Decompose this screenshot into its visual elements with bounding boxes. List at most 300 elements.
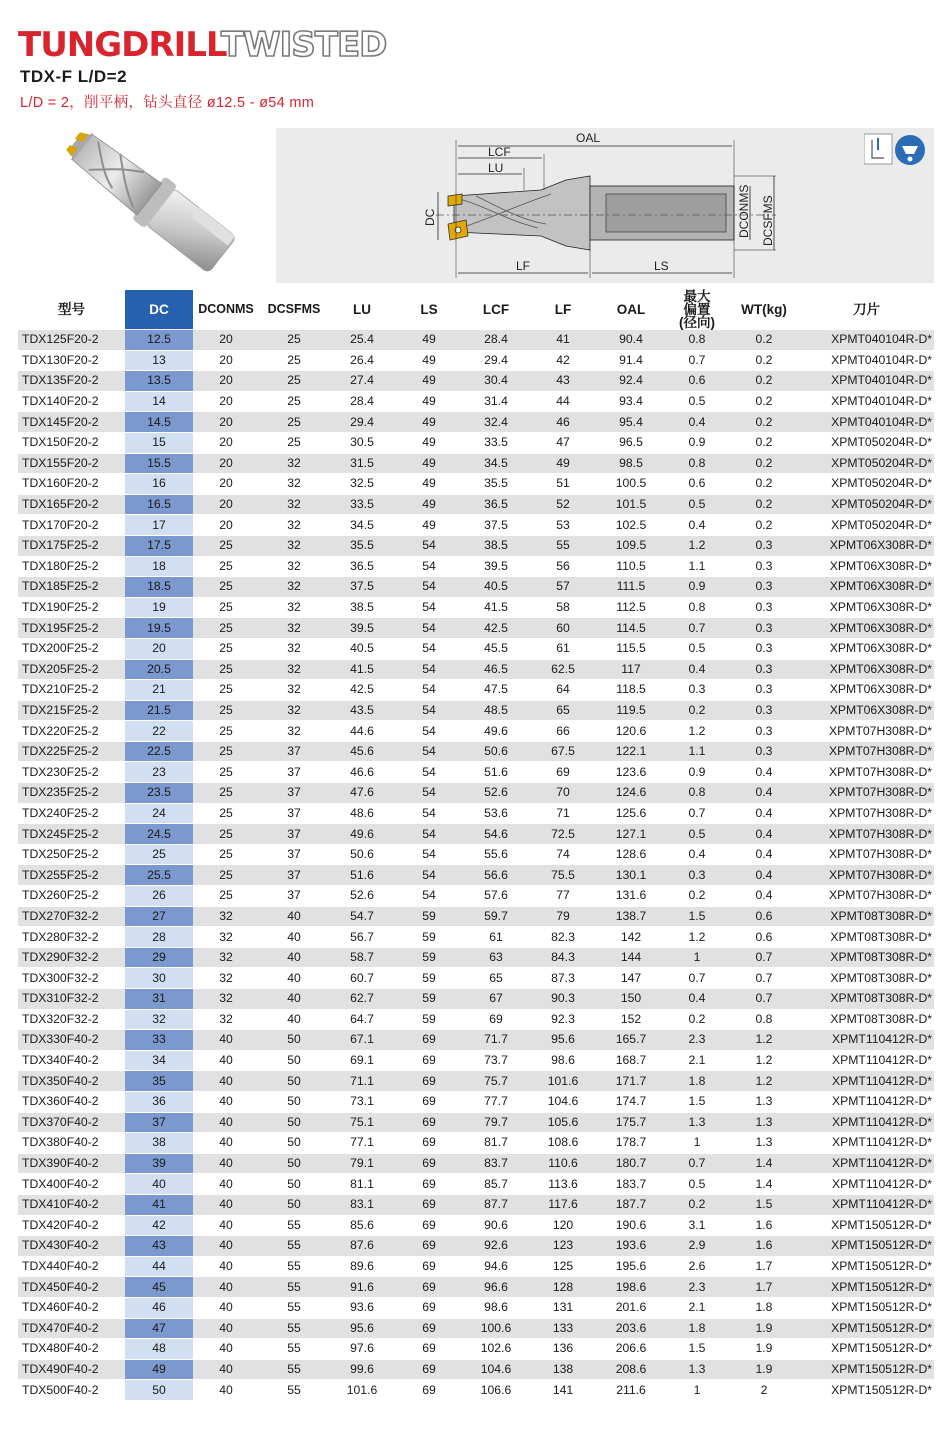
- col-lcf-cell: 98.6: [463, 1297, 529, 1318]
- col-insert-cell: XPMT06X308R-D*: [799, 680, 934, 701]
- col-max-offset-cell: 0.5: [665, 1174, 729, 1195]
- col-model-cell: TDX280F32-2: [18, 927, 125, 948]
- col-dconms-cell: 32: [193, 1009, 259, 1030]
- col-dconms-cell: 20: [193, 432, 259, 453]
- col-oal-cell: 95.4: [597, 412, 665, 433]
- col-dc-cell: 41: [125, 1194, 193, 1215]
- col-lu-cell: 73.1: [329, 1091, 395, 1112]
- col-dc-cell: 21.5: [125, 700, 193, 721]
- col-max-offset-cell: 0.9: [665, 432, 729, 453]
- col-lf-cell: 71: [529, 803, 597, 824]
- col-dconms-cell: 32: [193, 906, 259, 927]
- dim-oal-label: OAL: [576, 131, 601, 145]
- col-insert-cell: XPMT110412R-D*: [799, 1071, 934, 1092]
- col-dconms-cell: 25: [193, 886, 259, 907]
- col-lf-cell: 123: [529, 1236, 597, 1257]
- col-model-cell: TDX145F20-2: [18, 412, 125, 433]
- col-weight-header: [729, 290, 799, 330]
- col-lcf-cell: 83.7: [463, 1153, 529, 1174]
- col-oal-cell: 131.6: [597, 886, 665, 907]
- col-max-offset-cell: 2.1: [665, 1050, 729, 1071]
- col-oal-cell: 124.6: [597, 783, 665, 804]
- col-model-cell: TDX420F40-2: [18, 1215, 125, 1236]
- col-insert-cell: XPMT050204R-D*: [799, 432, 934, 453]
- table-row: [18, 659, 934, 680]
- col-lcf-cell: 73.7: [463, 1050, 529, 1071]
- table-row: [18, 494, 934, 515]
- col-ls-cell: 59: [395, 968, 463, 989]
- col-lu-cell: 51.6: [329, 865, 395, 886]
- col-weight-cell: 1.9: [729, 1359, 799, 1380]
- col-oal-cell: 168.7: [597, 1050, 665, 1071]
- col-model-cell: TDX135F20-2: [18, 371, 125, 392]
- col-lf-cell: 67.5: [529, 741, 597, 762]
- brand-logo-part1: TUNGDRILL: [18, 25, 221, 65]
- col-insert-cell: XPMT06X308R-D*: [799, 577, 934, 598]
- header-line: 型号: [58, 302, 85, 317]
- col-oal-cell: 203.6: [597, 1318, 665, 1339]
- col-max-offset-cell: 0.7: [665, 350, 729, 371]
- col-model-cell: TDX210F25-2: [18, 680, 125, 701]
- col-ls-cell: 54: [395, 886, 463, 907]
- col-dcsfms-cell: 55: [259, 1256, 329, 1277]
- col-lf-cell: 55: [529, 535, 597, 556]
- col-ls-cell: 54: [395, 577, 463, 598]
- col-dc-cell: 38: [125, 1133, 193, 1154]
- col-lf-cell: 117.6: [529, 1194, 597, 1215]
- col-lf-cell: 108.6: [529, 1133, 597, 1154]
- col-oal-cell: 152: [597, 1009, 665, 1030]
- col-dc-cell: 23: [125, 762, 193, 783]
- col-max-offset-cell: 0.8: [665, 330, 729, 351]
- col-lf-cell: 65: [529, 700, 597, 721]
- col-insert-cell: XPMT07H308R-D*: [799, 721, 934, 742]
- col-weight-cell: 0.4: [729, 844, 799, 865]
- col-dcsfms-cell: 50: [259, 1112, 329, 1133]
- col-ls-cell: 49: [395, 350, 463, 371]
- col-insert-cell: XPMT110412R-D*: [799, 1133, 934, 1154]
- col-max-offset-cell: 1.3: [665, 1359, 729, 1380]
- col-dconms-cell: 40: [193, 1359, 259, 1380]
- dim-ls-label: LS: [654, 259, 669, 273]
- col-insert-cell: XPMT08T308R-D*: [799, 1009, 934, 1030]
- col-oal-cell: 110.5: [597, 556, 665, 577]
- col-weight-cell: 0.6: [729, 906, 799, 927]
- col-oal-cell: 115.5: [597, 638, 665, 659]
- col-lu-cell: 77.1: [329, 1133, 395, 1154]
- col-max-offset-cell: 2.1: [665, 1297, 729, 1318]
- col-weight-cell: 1.3: [729, 1112, 799, 1133]
- col-lf-cell: 82.3: [529, 927, 597, 948]
- col-dconms-cell: 40: [193, 1071, 259, 1092]
- table-row: [18, 1318, 934, 1339]
- col-model-cell: TDX205F25-2: [18, 659, 125, 680]
- col-dcsfms-cell: 25: [259, 330, 329, 351]
- col-dcsfms-cell: 37: [259, 741, 329, 762]
- col-dcsfms-cell: 50: [259, 1133, 329, 1154]
- col-max-offset-cell: 1.2: [665, 927, 729, 948]
- col-weight-cell: 1.8: [729, 1297, 799, 1318]
- col-lf-cell: 105.6: [529, 1112, 597, 1133]
- col-dcsfms-cell: 50: [259, 1194, 329, 1215]
- col-lcf-cell: 50.6: [463, 741, 529, 762]
- col-oal-cell: 123.6: [597, 762, 665, 783]
- table-row: [18, 1030, 934, 1051]
- brand-logo-part2: TWISTED: [220, 25, 387, 65]
- col-lu-cell: 41.5: [329, 659, 395, 680]
- col-weight-cell: 1.6: [729, 1236, 799, 1257]
- col-insert-cell: XPMT150512R-D*: [799, 1359, 934, 1380]
- col-weight-cell: 1.6: [729, 1215, 799, 1236]
- col-dconms-cell: 40: [193, 1297, 259, 1318]
- col-dcsfms-cell: 37: [259, 844, 329, 865]
- col-insert-cell: XPMT08T308R-D*: [799, 989, 934, 1010]
- col-insert-cell: XPMT06X308R-D*: [799, 638, 934, 659]
- col-dcsfms-cell: 32: [259, 556, 329, 577]
- header-line: LS: [420, 302, 438, 317]
- col-dconms-cell: 25: [193, 762, 259, 783]
- col-dc-cell: 32: [125, 1009, 193, 1030]
- col-insert-cell: XPMT06X308R-D*: [799, 556, 934, 577]
- col-lf-cell: 70: [529, 783, 597, 804]
- col-dc-cell: 17: [125, 515, 193, 536]
- col-lf-cell: 79: [529, 906, 597, 927]
- col-oal-cell: 92.4: [597, 371, 665, 392]
- col-weight-cell: 0.2: [729, 453, 799, 474]
- col-dc-cell: 46: [125, 1297, 193, 1318]
- col-oal-cell: 114.5: [597, 618, 665, 639]
- col-oal-cell: 112.5: [597, 597, 665, 618]
- col-weight-cell: 0.2: [729, 474, 799, 495]
- col-weight-cell: 0.2: [729, 371, 799, 392]
- col-lf-cell: 44: [529, 391, 597, 412]
- col-dc-cell: 31: [125, 989, 193, 1010]
- table-row: [18, 947, 934, 968]
- col-weight-cell: 1.7: [729, 1256, 799, 1277]
- col-oal-cell: 198.6: [597, 1277, 665, 1298]
- dim-dconms-label: DCONMS: [737, 184, 751, 238]
- col-insert-cell: XPMT07H308R-D*: [799, 803, 934, 824]
- col-insert-cell: XPMT050204R-D*: [799, 453, 934, 474]
- col-insert-cell: XPMT07H308R-D*: [799, 783, 934, 804]
- col-lu-cell: 29.4: [329, 412, 395, 433]
- col-dc-cell: 16.5: [125, 494, 193, 515]
- table-row: [18, 968, 934, 989]
- col-lu-cell: 43.5: [329, 700, 395, 721]
- col-dc-cell: 21: [125, 680, 193, 701]
- col-dcsfms-cell: 40: [259, 1009, 329, 1030]
- col-lf-cell: 98.6: [529, 1050, 597, 1071]
- table-row: [18, 783, 934, 804]
- col-dc-cell: 20: [125, 638, 193, 659]
- col-lf-cell: 52: [529, 494, 597, 515]
- table-row: [18, 989, 934, 1010]
- col-lu-cell: 40.5: [329, 638, 395, 659]
- col-insert-cell: XPMT150512R-D*: [799, 1380, 934, 1401]
- col-dcsfms-cell: 40: [259, 927, 329, 948]
- col-lu-cell: 39.5: [329, 618, 395, 639]
- table-row: [18, 1174, 934, 1195]
- coolant-icon: [864, 132, 928, 168]
- col-lu-cell: 47.6: [329, 783, 395, 804]
- col-insert-cell: XPMT08T308R-D*: [799, 947, 934, 968]
- col-ls-cell: 54: [395, 721, 463, 742]
- col-dcsfms-cell: 55: [259, 1380, 329, 1401]
- table-row: [18, 1133, 934, 1154]
- col-max-offset-cell: 1.5: [665, 1339, 729, 1360]
- col-lu-cell: 49.6: [329, 824, 395, 845]
- col-lu-cell: 101.6: [329, 1380, 395, 1401]
- col-ls-cell: 59: [395, 906, 463, 927]
- col-lcf-cell: 53.6: [463, 803, 529, 824]
- table-row: [18, 803, 934, 824]
- header-line: WT(kg): [741, 302, 787, 317]
- col-dconms-cell: 25: [193, 783, 259, 804]
- col-insert-cell: XPMT08T308R-D*: [799, 906, 934, 927]
- col-lcf-cell: 34.5: [463, 453, 529, 474]
- col-max-offset-header: [665, 290, 729, 330]
- col-dcsfms-cell: 40: [259, 968, 329, 989]
- col-dconms-cell: 40: [193, 1174, 259, 1195]
- header-line: (径向): [679, 315, 715, 330]
- col-dc-cell: 18: [125, 556, 193, 577]
- col-dconms-cell: 25: [193, 556, 259, 577]
- col-dconms-cell: 40: [193, 1277, 259, 1298]
- table-row: [18, 1359, 934, 1380]
- col-weight-cell: 1.3: [729, 1091, 799, 1112]
- col-lf-cell: 58: [529, 597, 597, 618]
- col-ls-cell: 54: [395, 638, 463, 659]
- table-row: [18, 330, 934, 351]
- col-oal-cell: 183.7: [597, 1174, 665, 1195]
- col-insert-cell: XPMT07H308R-D*: [799, 865, 934, 886]
- col-lf-cell: 131: [529, 1297, 597, 1318]
- col-oal-cell: 175.7: [597, 1112, 665, 1133]
- col-model-cell: TDX175F25-2: [18, 535, 125, 556]
- col-lu-cell: 64.7: [329, 1009, 395, 1030]
- col-insert-cell: XPMT040104R-D*: [799, 412, 934, 433]
- col-weight-cell: 0.4: [729, 762, 799, 783]
- table-row: [18, 1297, 934, 1318]
- col-ls-cell: 59: [395, 927, 463, 948]
- col-model-cell: TDX340F40-2: [18, 1050, 125, 1071]
- col-lcf-cell: 81.7: [463, 1133, 529, 1154]
- col-model-cell: TDX255F25-2: [18, 865, 125, 886]
- col-ls-cell: 69: [395, 1050, 463, 1071]
- col-dcsfms-header: [259, 290, 329, 330]
- col-max-offset-cell: 0.7: [665, 968, 729, 989]
- col-dconms-cell: 25: [193, 700, 259, 721]
- col-max-offset-cell: 1: [665, 1380, 729, 1401]
- col-lcf-cell: 45.5: [463, 638, 529, 659]
- col-model-cell: TDX320F32-2: [18, 1009, 125, 1030]
- col-lf-cell: 51: [529, 474, 597, 495]
- col-model-header: [18, 290, 125, 330]
- col-lcf-cell: 96.6: [463, 1277, 529, 1298]
- col-dconms-cell: 25: [193, 824, 259, 845]
- col-lcf-cell: 79.7: [463, 1112, 529, 1133]
- col-dc-cell: 22.5: [125, 741, 193, 762]
- col-dconms-cell: 40: [193, 1318, 259, 1339]
- col-oal-cell: 109.5: [597, 535, 665, 556]
- col-dcsfms-cell: 32: [259, 700, 329, 721]
- col-dc-cell: 47: [125, 1318, 193, 1339]
- col-insert-cell: XPMT050204R-D*: [799, 474, 934, 495]
- col-insert-cell: XPMT08T308R-D*: [799, 927, 934, 948]
- header-line: DC: [149, 302, 169, 317]
- col-ls-cell: 69: [395, 1112, 463, 1133]
- col-model-cell: TDX380F40-2: [18, 1133, 125, 1154]
- col-insert-cell: XPMT110412R-D*: [799, 1112, 934, 1133]
- table-row: [18, 844, 934, 865]
- col-max-offset-cell: 0.9: [665, 577, 729, 598]
- col-model-cell: TDX195F25-2: [18, 618, 125, 639]
- col-max-offset-cell: 0.4: [665, 989, 729, 1010]
- table-row: [18, 1215, 934, 1236]
- col-insert-cell: XPMT07H308R-D*: [799, 824, 934, 845]
- product-photo: [40, 125, 260, 285]
- col-model-cell: TDX330F40-2: [18, 1030, 125, 1051]
- col-insert-cell: XPMT110412R-D*: [799, 1194, 934, 1215]
- col-dconms-cell: 40: [193, 1133, 259, 1154]
- col-oal-cell: 119.5: [597, 700, 665, 721]
- col-lu-cell: 54.7: [329, 906, 395, 927]
- col-insert-cell: XPMT040104R-D*: [799, 391, 934, 412]
- header-line: LCF: [482, 302, 510, 317]
- col-lcf-cell: 38.5: [463, 535, 529, 556]
- col-dc-cell: 48: [125, 1339, 193, 1360]
- col-dc-cell: 14: [125, 391, 193, 412]
- col-lf-cell: 64: [529, 680, 597, 701]
- col-model-cell: TDX500F40-2: [18, 1380, 125, 1401]
- col-lcf-cell: 37.5: [463, 515, 529, 536]
- col-lu-cell: 67.1: [329, 1030, 395, 1051]
- col-weight-cell: 0.2: [729, 350, 799, 371]
- col-lcf-cell: 75.7: [463, 1071, 529, 1092]
- col-oal-cell: 120.6: [597, 721, 665, 742]
- col-weight-cell: 0.7: [729, 947, 799, 968]
- col-insert-cell: XPMT150512R-D*: [799, 1339, 934, 1360]
- col-insert-cell: XPMT06X308R-D*: [799, 618, 934, 639]
- col-lu-cell: 45.6: [329, 741, 395, 762]
- col-model-cell: TDX400F40-2: [18, 1174, 125, 1195]
- col-lf-cell: 57: [529, 577, 597, 598]
- col-model-cell: TDX480F40-2: [18, 1339, 125, 1360]
- col-dconms-cell: 20: [193, 391, 259, 412]
- col-weight-cell: 1.9: [729, 1339, 799, 1360]
- col-oal-cell: 102.5: [597, 515, 665, 536]
- col-dconms-cell: 40: [193, 1236, 259, 1257]
- col-model-cell: TDX300F32-2: [18, 968, 125, 989]
- col-lf-cell: 77: [529, 886, 597, 907]
- col-dcsfms-cell: 32: [259, 474, 329, 495]
- col-insert-cell: XPMT110412R-D*: [799, 1153, 934, 1174]
- col-ls-cell: 49: [395, 371, 463, 392]
- col-lcf-cell: 85.7: [463, 1174, 529, 1195]
- col-dc-cell: 28: [125, 927, 193, 948]
- col-lcf-cell: 77.7: [463, 1091, 529, 1112]
- col-ls-cell: 69: [395, 1277, 463, 1298]
- col-lf-cell: 41: [529, 330, 597, 351]
- col-lcf-cell: 28.4: [463, 330, 529, 351]
- col-weight-cell: 0.3: [729, 535, 799, 556]
- col-insert-cell: XPMT07H308R-D*: [799, 762, 934, 783]
- col-insert-cell: XPMT07H308R-D*: [799, 741, 934, 762]
- col-max-offset-cell: 0.9: [665, 762, 729, 783]
- col-weight-cell: 0.2: [729, 515, 799, 536]
- col-model-cell: TDX450F40-2: [18, 1277, 125, 1298]
- dim-dcsfms-label: DCSFMS: [761, 195, 775, 246]
- col-lcf-cell: 49.6: [463, 721, 529, 742]
- col-oal-cell: 117: [597, 659, 665, 680]
- col-max-offset-cell: 0.4: [665, 844, 729, 865]
- col-model-cell: TDX270F32-2: [18, 906, 125, 927]
- col-lcf-cell: 100.6: [463, 1318, 529, 1339]
- col-insert-cell: XPMT040104R-D*: [799, 371, 934, 392]
- col-dcsfms-cell: 40: [259, 906, 329, 927]
- col-model-cell: TDX410F40-2: [18, 1194, 125, 1215]
- col-lf-cell: 42: [529, 350, 597, 371]
- col-oal-cell: 101.5: [597, 494, 665, 515]
- col-weight-cell: 0.3: [729, 556, 799, 577]
- col-insert-cell: XPMT06X308R-D*: [799, 597, 934, 618]
- col-dc-cell: 19: [125, 597, 193, 618]
- table-row: [18, 535, 934, 556]
- col-insert-cell: XPMT150512R-D*: [799, 1277, 934, 1298]
- col-lu-header: [329, 290, 395, 330]
- col-model-cell: TDX190F25-2: [18, 597, 125, 618]
- col-model-cell: TDX290F32-2: [18, 947, 125, 968]
- col-dc-cell: 40: [125, 1174, 193, 1195]
- col-insert-cell: XPMT06X308R-D*: [799, 700, 934, 721]
- col-dc-cell: 44: [125, 1256, 193, 1277]
- col-dc-cell: 45: [125, 1277, 193, 1298]
- col-insert-cell: XPMT07H308R-D*: [799, 886, 934, 907]
- col-dc-cell: 22: [125, 721, 193, 742]
- col-ls-cell: 69: [395, 1091, 463, 1112]
- dim-dc-label: DC: [423, 208, 437, 226]
- col-model-cell: TDX180F25-2: [18, 556, 125, 577]
- col-lu-cell: 83.1: [329, 1194, 395, 1215]
- col-model-cell: TDX310F32-2: [18, 989, 125, 1010]
- table-row: [18, 432, 934, 453]
- col-dc-cell: 42: [125, 1215, 193, 1236]
- col-oal-header: [597, 290, 665, 330]
- col-dconms-cell: 25: [193, 803, 259, 824]
- col-insert-cell: XPMT040104R-D*: [799, 330, 934, 351]
- col-dc-cell: 34: [125, 1050, 193, 1071]
- col-ls-cell: 49: [395, 515, 463, 536]
- col-lf-cell: 46: [529, 412, 597, 433]
- col-lcf-cell: 42.5: [463, 618, 529, 639]
- col-dc-cell: 25: [125, 844, 193, 865]
- brand-logo: [18, 25, 387, 65]
- col-max-offset-cell: 2.3: [665, 1030, 729, 1051]
- col-model-cell: TDX260F25-2: [18, 886, 125, 907]
- col-lf-cell: 125: [529, 1256, 597, 1277]
- col-lcf-cell: 90.6: [463, 1215, 529, 1236]
- col-max-offset-cell: 0.8: [665, 597, 729, 618]
- col-dc-cell: 18.5: [125, 577, 193, 598]
- col-insert-cell: XPMT07H308R-D*: [799, 844, 934, 865]
- col-weight-cell: 1.5: [729, 1194, 799, 1215]
- col-dconms-cell: 32: [193, 947, 259, 968]
- col-oal-cell: 93.4: [597, 391, 665, 412]
- col-lu-cell: 25.4: [329, 330, 395, 351]
- col-weight-cell: 0.3: [729, 659, 799, 680]
- col-model-cell: TDX370F40-2: [18, 1112, 125, 1133]
- col-lcf-cell: 87.7: [463, 1194, 529, 1215]
